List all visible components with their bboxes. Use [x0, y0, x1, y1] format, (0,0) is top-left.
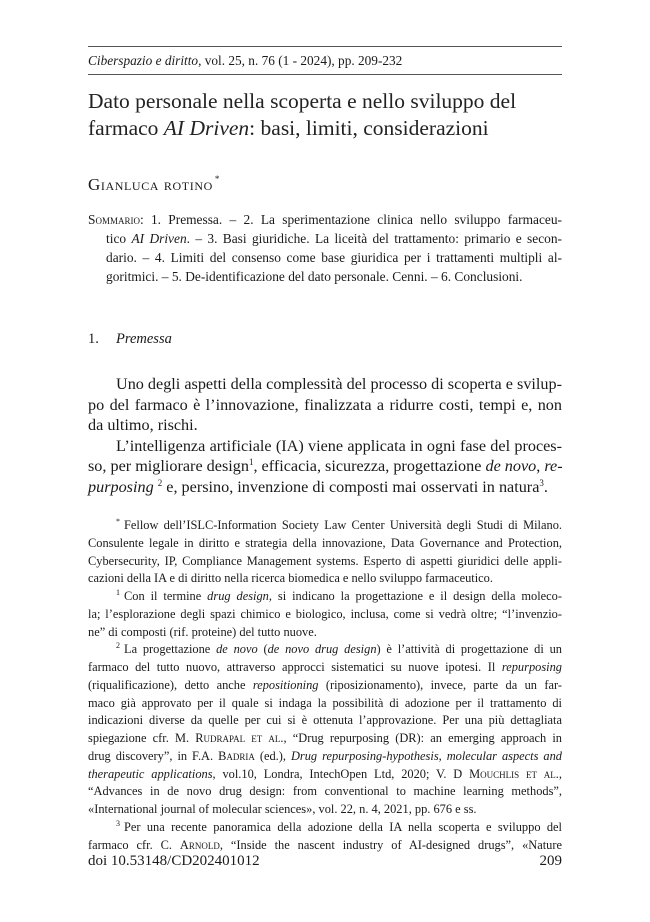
footnote-line: Cybersecurity, IP, Compliance Management systems. Esperto di aspetti giuridici delle appli-: [88, 553, 562, 568]
footnote-ref: 3: [539, 477, 544, 488]
paragraph-line: purposing $^2$ e, persino, invenzione di composti mai osservati in natura$^3$.: [88, 477, 548, 496]
section-number: 1.: [88, 331, 99, 347]
section-heading: [88, 331, 172, 348]
title-line-1: Dato personale nella scoperta e nello sviluppo del: [88, 89, 517, 113]
footnote-line: farmaco del tutto nuovo, attraverso approcci sistematici su nuove ipotesi. Il repurposing: [88, 660, 562, 674]
footnote-line: maco già approvato per il quale si indaga la possibilità di adozione per il trattamento di: [88, 695, 562, 710]
top-rule: [88, 46, 562, 47]
article-page: [88, 0, 562, 922]
footnote-line: * Fellow dell’ISLC-Information Society Law Center Università degli Studi di Milano.: [116, 517, 562, 532]
footnote-line: farmaco cfr. C. Arnold, “Inside the nascent industry of AI-designed drugs”, «Nature: [88, 837, 562, 852]
footnote-line: $^2$ La progettazione de novo (de novo drug design) è l’attività di progettazione di un: [116, 641, 562, 657]
footnote-line: drug discovery”, in F.A. Badria (ed.), Drug repurposing-hypothesis, molecular aspects and: [88, 748, 562, 763]
body-text: [88, 374, 562, 498]
paragraph-line: Uno degli aspetti della complessità del processo di scoperta e svilup-: [116, 375, 562, 393]
author-name: Gianluca rotino *: [88, 174, 220, 194]
summary: [88, 210, 562, 286]
running-head: [88, 53, 562, 69]
paragraph-line: L’intelligenza artificiale (IA) viene applicata in ogni fase del proces-: [116, 436, 562, 455]
footnote-line: «International journal of molecular sciences», vol. 22, n. 4, 2021, pp. 676 e ss.: [88, 802, 477, 816]
footnote-line: therapeutic applications, vol.10, Londra, IntechOpen Ltd, 2020; V. D Mouchlis et al.,: [88, 766, 562, 781]
footnote-line: “Advances in de novo drug design: from conventional to machine learning methods”,: [88, 784, 562, 799]
footnote-ref: 2: [157, 477, 163, 488]
page-number: 209: [539, 853, 562, 869]
page-footer: [88, 853, 562, 870]
footnote-line: ne” di composti (rif. proteine) del tutto nuove.: [88, 624, 317, 639]
paragraph-line: so, per migliorare design$^1$, efficacia, sicurezza, progettazione de novo, re-: [88, 457, 563, 476]
section-title: Premessa: [116, 331, 172, 347]
summary-line: goritmici. – 5. De-identificazione del dato personale. Cenni. – 6. Conclusioni.: [106, 269, 523, 284]
article-title: [88, 88, 562, 142]
doi: doi 10.53148/CD202401012: [88, 853, 260, 869]
footnote-line: spiegazione cfr. M. Rudrapal et al., “Drug repurposing (DR): an emerging approach in: [88, 731, 562, 745]
footnotes: [88, 517, 562, 854]
footnote-line: Consulente legale in diritto e strategia della innovazione, Data Governance and Protection,: [88, 535, 562, 550]
journal-name: Ciberspazio e diritto: [88, 53, 199, 68]
summary-line: dario. – 4. Limiti del consenso come base giuridica per i trattamenti multipli al-: [106, 250, 562, 265]
summary-line: tico AI Driven. – 3. Basi giuridiche. La liceità del trattamento: primario e secon-: [106, 231, 563, 246]
footnote-line: $^1$ Con il termine drug design, si indicano la progettazione e il design della moleco-: [116, 588, 562, 603]
footnote-ref: 1: [248, 457, 254, 468]
footnote-line: la; l’esplorazione degli spazi chimico e biologico, inclusa, come si vedrà oltre; “l’invenzio-: [88, 606, 562, 621]
summary-line: Sommario: 1. Premessa. – 2. La sperimentazione clinica nello sviluppo farmaceu-: [88, 212, 562, 227]
paragraph-line: da ultimo, rischi.: [88, 416, 198, 435]
footnote-line: $^3$ Per una recente panoramica della adozione della IA nella scoperta e sviluppo del: [116, 818, 562, 834]
footnote-line: indicazioni diverse da quelle per cui si è ottenuta l’approvazione. Per una più dettagliata: [88, 713, 562, 728]
footnote-line: (riqualificazione), detto anche repositioning (riposizionamento), invece, parte da un far-: [88, 677, 562, 692]
journal-info: , vol. 25, n. 76 (1 - 2024), pp. 209-232: [198, 53, 403, 68]
paragraph-line: po del farmaco è l’innovazione, finalizzata a ridurre costi, tempi e, non: [88, 395, 562, 414]
footnote-line: cazioni della IA e di diritto nella ricerca biomedica e nello sviluppo farmaceutico.: [88, 571, 493, 586]
author-footnote-mark: *: [214, 174, 220, 184]
title-line-2: farmaco AI Driven: basi, limiti, considerazioni: [88, 116, 489, 140]
header-rule: [88, 74, 562, 75]
summary-label: Sommario: [88, 212, 140, 227]
